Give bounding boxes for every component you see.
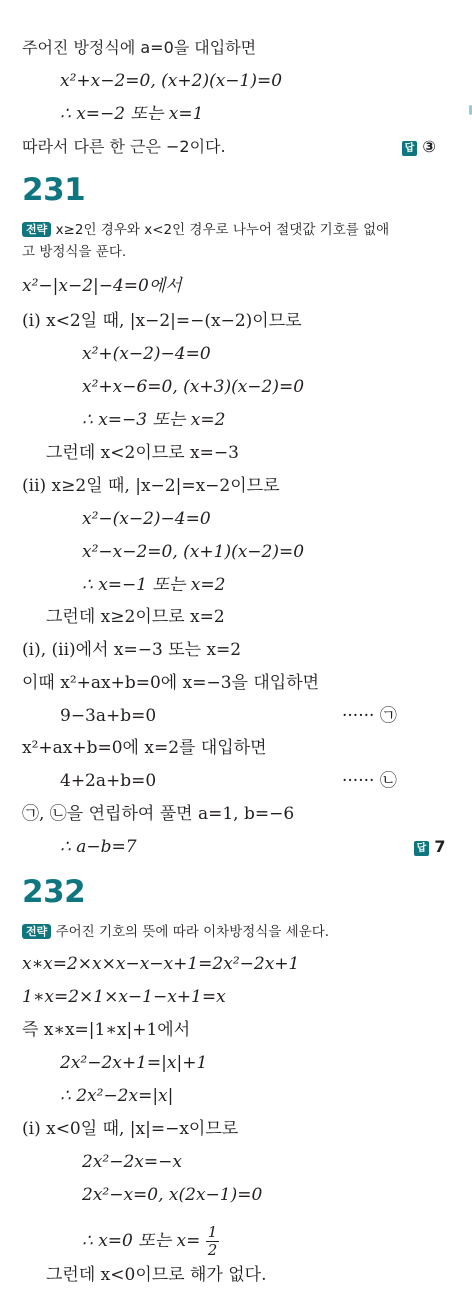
- fraction-denominator: 2: [207, 1241, 218, 1259]
- solution-line: ∴ a−b=7: [60, 837, 137, 857]
- strategy-231-line-1: [22, 220, 389, 240]
- solution-line: 1∗x=2×1×x−1−x+1=x: [22, 987, 226, 1007]
- solution-line: 그런데 x<2이므로 x=−3: [46, 443, 239, 463]
- strategy-232-line-1: [22, 922, 329, 942]
- fraction-numerator: 1: [207, 1223, 218, 1241]
- strategy-text: 주어진 기호의 뜻에 따라 이차방정식을 세운다.: [55, 924, 330, 940]
- solution-line: (ii) x≥2일 때, |x−2|=x−2이므로: [22, 476, 280, 496]
- prev-line-3: ∴ x=−2 또는 x=1: [60, 104, 204, 124]
- solution-line: x²−x−2=0, (x+1)(x−2)=0: [82, 542, 305, 562]
- solution-line: (i) x<2일 때, |x−2|=−(x−2)이므로: [22, 311, 302, 331]
- solution-line: 2x²−x=0, x(2x−1)=0: [82, 1185, 263, 1205]
- prev-line-2: x²+x−2=0, (x+2)(x−1)=0: [60, 71, 283, 91]
- solution-line: x∗x=2×x×x−x−x+1=2x²−2x+1: [22, 954, 300, 974]
- answer-value: 7: [434, 837, 446, 856]
- prev-line-4: 따라서 다른 한 근은 −2이다.: [22, 137, 226, 156]
- solution-line: ∴ x=−1 또는 x=2: [82, 575, 226, 595]
- problem-number-232: 232: [22, 874, 86, 910]
- answer-value: ③: [422, 137, 436, 156]
- solution-line: ㉠, ㉡을 연립하여 풀면 a=1, b=−6: [22, 804, 295, 824]
- strategy-badge: 전략: [22, 924, 51, 939]
- solution-line: 그런데 x≥2이므로 x=2: [46, 607, 225, 627]
- solution-line: [82, 1224, 219, 1259]
- solution-line: (i), (ii)에서 x=−3 또는 x=2: [22, 640, 242, 660]
- solution-line: 이때 x²+ax+b=0에 x=−3을 대입하면: [22, 673, 320, 693]
- solution-line: 2x²−2x+1=|x|+1: [60, 1053, 208, 1073]
- solution-line: 9−3a+b=0: [60, 706, 157, 726]
- equation-mark-2: ······ ㉡: [342, 771, 397, 791]
- strategy-231-line-2: 고 방정식을 푼다.: [22, 244, 127, 260]
- answer-231: [414, 836, 446, 858]
- solution-line: x²−|x−2|−4=0에서: [22, 276, 182, 296]
- solution-line: 즉 x∗x=|1∗x|+1에서: [22, 1020, 191, 1040]
- solution-line: x²+ax+b=0에 x=2를 대입하면: [22, 738, 267, 758]
- solution-line: ∴ x=−3 또는 x=2: [82, 410, 226, 430]
- answer-icon: 답: [414, 841, 429, 856]
- solution-text: ∴ x=0 또는 x=: [82, 1231, 201, 1251]
- strategy-text: x≥2인 경우와 x<2인 경우로 나누어 절댓값 기호를 없애: [55, 222, 390, 238]
- prev-answer: [402, 136, 436, 158]
- solution-line: ∴ 2x²−2x=|x|: [60, 1086, 174, 1106]
- solution-line: 그런데 x<0이므로 해가 없다.: [46, 1265, 267, 1285]
- solution-line: x²+x−6=0, (x+3)(x−2)=0: [82, 377, 305, 397]
- solution-line: x²−(x−2)−4=0: [82, 509, 211, 529]
- prev-line-1: 주어진 방정식에 a=0을 대입하면: [22, 38, 257, 57]
- solution-line: 4+2a+b=0: [60, 771, 157, 791]
- solution-line: x²+(x−2)−4=0: [82, 344, 211, 364]
- fraction-one-half: [206, 1224, 220, 1259]
- strategy-badge: 전략: [22, 222, 51, 237]
- equation-mark-1: ······ ㉠: [342, 706, 397, 726]
- problem-number-231: 231: [22, 172, 86, 208]
- answer-icon: 답: [402, 141, 417, 156]
- solution-line: 2x²−2x=−x: [82, 1152, 182, 1172]
- solution-line: (i) x<0일 때, |x|=−x이므로: [22, 1119, 239, 1139]
